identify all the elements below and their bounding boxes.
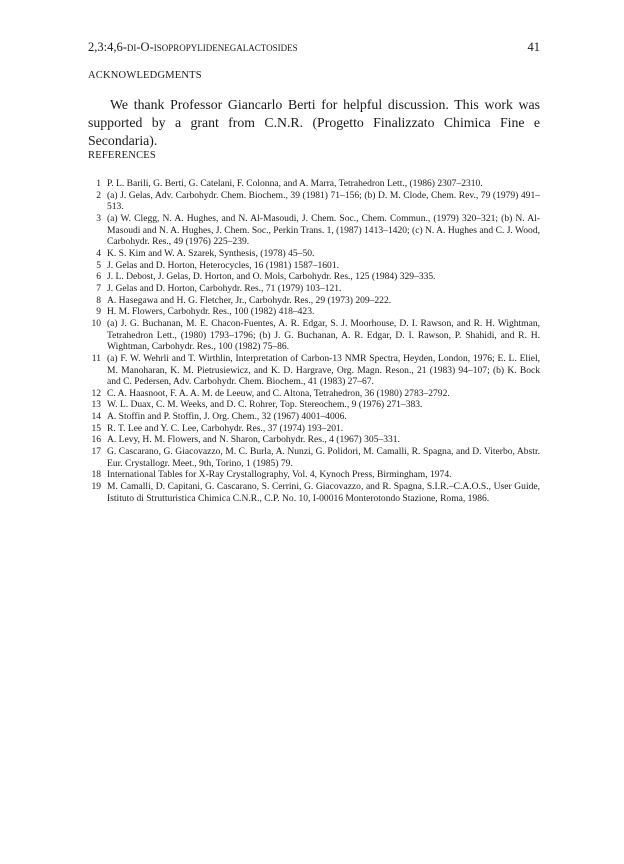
- reference-text: A. Hasegawa and H. G. Fletcher, Jr., Carbohydr. Res., 29 (1973) 209–222.: [107, 294, 392, 306]
- reference-text: W. L. Duax, C. M. Weeks, and D. C. Rohrer, Top. Stereochem., 9 (1976) 271–383.: [107, 399, 423, 411]
- reference-number: 19: [91, 481, 101, 493]
- reference-item: [88, 248, 540, 260]
- reference-number: 13: [91, 399, 101, 411]
- reference-item: [88, 318, 540, 353]
- reference-item: [88, 434, 540, 446]
- reference-number: 2: [96, 189, 101, 201]
- reference-item: [88, 295, 540, 307]
- acknowledgments-body: [88, 96, 540, 150]
- reference-number: 16: [91, 434, 101, 446]
- reference-number: 4: [96, 247, 101, 259]
- reference-number: 8: [96, 294, 101, 306]
- reference-text: A. Levy, H. M. Flowers, and N. Sharon, Carbohydr. Res., 4 (1967) 305–331.: [107, 434, 400, 446]
- reference-item: [88, 353, 540, 388]
- reference-text: (a) J. Gelas, Adv. Carbohydr. Chem. Biochem., 39 (1981) 71–156; (b) D. M. Clode, Chem. Rev., 79 (1979) 491–513.: [107, 189, 540, 213]
- reference-item: [88, 446, 540, 469]
- reference-text: (a) W. Clegg, N. A. Hughes, and N. Al-Masoudi, J. Chem. Soc., Chem. Commun., (1979) 320–321; (b) N. Al-Masoudi and N. A. Hughes, J. Chem. Soc., Perkin Trans. 1, (1987) 1413–1420; (c) N. A. Hughes and C. J. Wood, Carbohydr. Res., 49 (1976) 225–239.: [107, 212, 540, 248]
- reference-number: 12: [91, 387, 101, 399]
- reference-item: [88, 469, 540, 481]
- reference-item: [88, 399, 540, 411]
- reference-text: J. L. Debost, J. Gelas, D. Horton, and O. Mols, Carbohydr. Res., 125 (1984) 329–335.: [107, 271, 436, 283]
- reference-number: 14: [91, 411, 101, 423]
- reference-number: 5: [96, 259, 101, 271]
- reference-text: A. Stoffin and P. Stoffin, J. Org. Chem., 32 (1967) 4001–4006.: [107, 411, 347, 423]
- reference-text: H. M. Flowers, Carbohydr. Res., 100 (1982) 418–423.: [107, 306, 315, 318]
- reference-text: K. S. Kim and W. A. Szarek, Synthesis, (1978) 45–50.: [107, 247, 315, 259]
- reference-number: 10: [91, 317, 101, 329]
- reference-number: 15: [91, 422, 101, 434]
- reference-number: 9: [96, 306, 101, 318]
- reference-text: M. Camalli, D. Capitani, G. Cascarano, S. Cerrini, G. Giacovazzo, and R. Spagna, S.I.R.–C.A.O.S., User Guide, Istituto di Strutturistica Chimica C.N.R., C.P. No. 10, I-00016 Monterotondo Stazione, Roma, 1986.: [107, 481, 540, 504]
- reference-item: [88, 423, 540, 435]
- reference-item: [88, 178, 540, 190]
- reference-number: 11: [91, 352, 101, 364]
- reference-text: International Tables for X-Ray Crystallography, Vol. 4, Kynoch Press, Birmingham, 1974.: [107, 469, 452, 481]
- reference-text: G. Cascarano, G. Giacovazzo, M. C. Burla, A. Nunzi, G. Polidori, M. Camalli, R. Spagna, and D. Viterbo, Abstr. Eur. Crystallogr. Meet., 9th, Torino, 1 (1985) 79.: [107, 446, 540, 469]
- reference-item: [88, 213, 540, 248]
- reference-number: 3: [96, 212, 101, 224]
- reference-number: 18: [91, 469, 101, 481]
- acknowledgments-text: We thank Professor Giancarlo Berti for helpful discussion. This work was supported by a grant from C.N.R. (Progetto Finalizzato Chimica Fine e Secondaria).: [88, 97, 540, 148]
- reference-item: [88, 260, 540, 272]
- running-title: 2,3:4,6-di-O-isopropylidenegalactosides: [88, 40, 298, 54]
- reference-item: [88, 481, 540, 504]
- reference-item: [88, 271, 540, 283]
- reference-number: 17: [91, 446, 101, 458]
- reference-text: J. Gelas and D. Horton, Heterocycles, 16 (1981) 1587–1601.: [107, 259, 339, 271]
- reference-text: J. Gelas and D. Horton, Carbohydr. Res., 71 (1979) 103–121.: [107, 282, 342, 294]
- reference-number: 7: [96, 282, 101, 294]
- reference-number: 1: [96, 178, 101, 189]
- reference-text: R. T. Lee and Y. C. Lee, Carbohydr. Res., 37 (1974) 193–201.: [107, 422, 344, 434]
- running-head: [88, 38, 540, 56]
- reference-text: (a) J. G. Buchanan, M. E. Chacon-Fuentes, A. R. Edgar, S. J. Moorhouse, D. I. Rawson, and R. H. Wightman, Tetrahedron Lett., (1980) 1793–1796; (b) J. G. Buchanan, A. R. Edgar, D. I. Rawson, P. Shahidi, and R. H. Wightman, Carbohydr. Res., 100 (1982) 75–86.: [107, 317, 540, 353]
- page-number: 41: [527, 40, 540, 54]
- reference-item: [88, 411, 540, 423]
- acknowledgments-heading: ACKNOWLEDGMENTS: [88, 70, 202, 81]
- reference-item: [88, 283, 540, 295]
- reference-number: 6: [96, 271, 101, 283]
- reference-item: [88, 388, 540, 400]
- references-heading: REFERENCES: [88, 150, 156, 161]
- reference-item: [88, 306, 540, 318]
- reference-item: [88, 190, 540, 213]
- reference-text: C. A. Haasnoot, F. A. A. M. de Leeuw, and C. Altona, Tetrahedron, 36 (1980) 2783–2792.: [107, 387, 450, 399]
- reference-text: P. L. Barili, G. Berti, G. Catelani, F. Colonna, and A. Marra, Tetrahedron Lett., (1986) 2307–2310.: [107, 178, 483, 189]
- reference-text: (a) F. W. Wehrli and T. Wirthlin, Interpretation of Carbon-13 NMR Spectra, Heyden, London, 1976; E. L. Eliel, M. Manoharan, K. M. Pietrusiewicz, and K. D. Hargrave, Org. Magn. Reson., 21 (1983) 94–107; (b) K. Bock and C. Pedersen, Adv. Carbohydr. Chem. Biochem., 41 (1983) 27–67.: [107, 352, 540, 388]
- references-list: [88, 178, 540, 504]
